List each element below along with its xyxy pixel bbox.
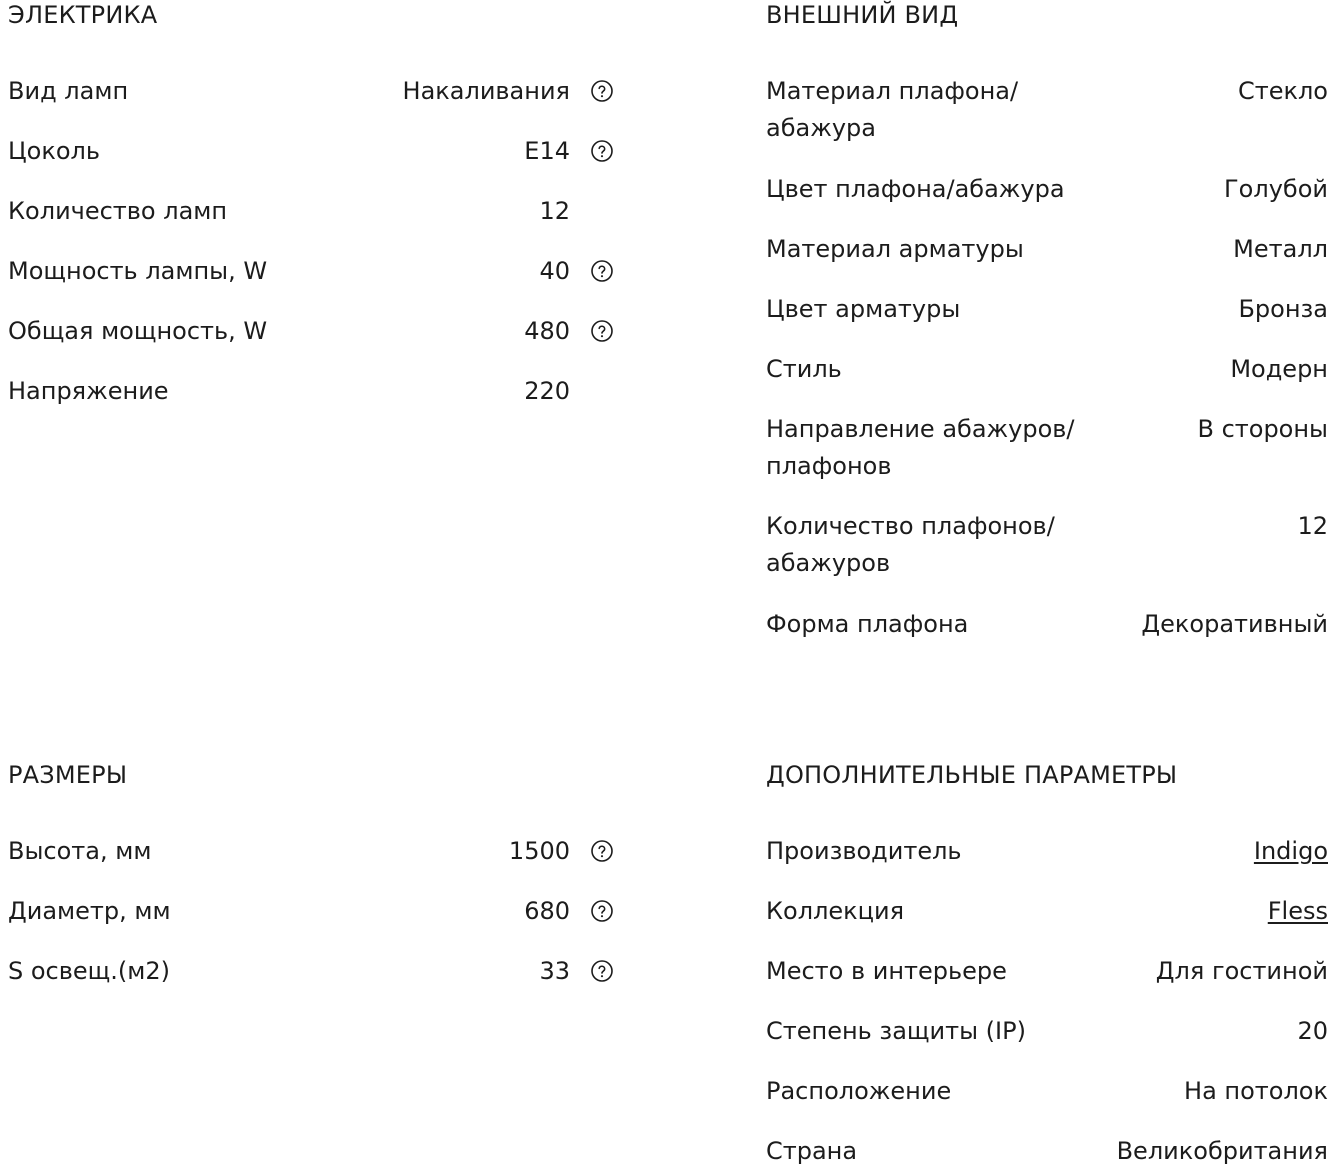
spec-value: Накаливания [402, 77, 570, 105]
spec-row-frame-color [766, 291, 1328, 328]
spec-value: 1500 [508, 837, 570, 865]
spec-value: Голубой [1224, 175, 1328, 203]
spec-value: 20 [1297, 1017, 1328, 1045]
spec-row-frame-material [766, 231, 1328, 268]
spec-value: Декоративный [1141, 610, 1328, 638]
section-title: РАЗМЕРЫ [8, 761, 128, 789]
spec-row-shade-direction [766, 411, 1328, 485]
spec-row-lamp-power [8, 253, 614, 290]
dimensions-section [8, 760, 614, 1000]
collection-link[interactable]: Fless [1267, 897, 1328, 925]
spec-label: Страна [766, 1137, 858, 1165]
spec-label-line: Количество плафонов/ [766, 512, 1055, 540]
electrical-section [8, 0, 614, 420]
spec-label-line: Материал плафона/ [766, 77, 1019, 105]
spec-row-manufacturer [766, 833, 1328, 870]
spec-label: Форма плафона [766, 610, 969, 638]
spec-label: Напряжение [8, 377, 169, 405]
spec-row-shade-count [766, 508, 1328, 582]
appearance-section [766, 0, 1328, 650]
spec-row-country [766, 1133, 1328, 1170]
manufacturer-link[interactable]: Indigo [1253, 837, 1328, 865]
spec-row-shade-color [766, 171, 1328, 208]
spec-value: 12 [1297, 512, 1328, 540]
question-circle-icon[interactable] [590, 899, 614, 923]
spec-label: Общая мощность, W [8, 317, 268, 345]
spec-value: 220 [524, 377, 570, 405]
spec-row-voltage [8, 373, 614, 410]
spec-label-line: абажуров [766, 549, 891, 577]
spec-label: Коллекция [766, 897, 905, 925]
spec-row-interior-place [766, 953, 1328, 990]
spec-value: Великобритания [1116, 1137, 1328, 1165]
spec-row-ip-rating [766, 1013, 1328, 1050]
spec-label: Цоколь [8, 137, 100, 165]
spec-value: Бронза [1238, 295, 1328, 323]
spec-value: 12 [539, 197, 570, 225]
spec-label-line: плафонов [766, 452, 892, 480]
spec-label: S освещ.(м2) [8, 957, 170, 985]
spec-label: Высота, мм [8, 837, 152, 865]
spec-row-collection [766, 893, 1328, 930]
spec-value: E14 [524, 137, 570, 165]
spec-label: Мощность лампы, W [8, 257, 268, 285]
spec-value: Стекло [1237, 77, 1328, 105]
question-circle-icon[interactable] [590, 959, 614, 983]
spec-label: Материал арматуры [766, 235, 1024, 263]
spec-row-lamp-type [8, 73, 614, 110]
spec-label: Расположение [766, 1077, 952, 1105]
spec-row-lighting-area [8, 953, 614, 990]
question-circle-icon[interactable] [590, 319, 614, 343]
spec-value: 480 [524, 317, 570, 345]
section-title: ЭЛЕКТРИКА [8, 1, 158, 29]
section-title: ВНЕШНИЙ ВИД [766, 1, 959, 29]
spec-row-placement [766, 1073, 1328, 1110]
spec-label: Цвет плафона/абажура [766, 175, 1065, 203]
spec-label: Цвет арматуры [766, 295, 961, 323]
spec-value: Для гостиной [1155, 957, 1328, 985]
spec-row-diameter [8, 893, 614, 930]
spec-value: 40 [539, 257, 570, 285]
spec-label: Степень защиты (IP) [766, 1017, 1026, 1045]
spec-label: Количество ламп [8, 197, 228, 225]
spec-label: Стиль [766, 355, 842, 383]
spec-row-style [766, 351, 1328, 388]
spec-label: Вид ламп [8, 77, 129, 105]
question-circle-icon[interactable] [590, 259, 614, 283]
question-circle-icon[interactable] [590, 839, 614, 863]
spec-value: Модерн [1230, 355, 1328, 383]
spec-row-socket [8, 133, 614, 170]
spec-value: 33 [539, 957, 570, 985]
spec-value: На потолок [1184, 1077, 1328, 1105]
spec-label: Место в интерьере [766, 957, 1007, 985]
spec-value: 680 [524, 897, 570, 925]
question-circle-icon[interactable] [590, 79, 614, 103]
spec-row-shade-shape [766, 606, 1328, 643]
spec-value: В стороны [1197, 415, 1328, 443]
spec-row-height [8, 833, 614, 870]
spec-value: Металл [1233, 235, 1328, 263]
spec-label-line: Направление абажуров/ [766, 415, 1075, 443]
spec-label-line: абажура [766, 114, 876, 142]
section-title: ДОПОЛНИТЕЛЬНЫЕ ПАРАМЕТРЫ [766, 761, 1178, 789]
additional-section [766, 760, 1328, 1170]
question-circle-icon[interactable] [590, 139, 614, 163]
spec-label: Диаметр, мм [8, 897, 171, 925]
spec-label: Производитель [766, 837, 962, 865]
spec-row-lamp-count [8, 193, 614, 230]
spec-row-total-power [8, 313, 614, 350]
spec-row-shade-material [766, 73, 1328, 147]
